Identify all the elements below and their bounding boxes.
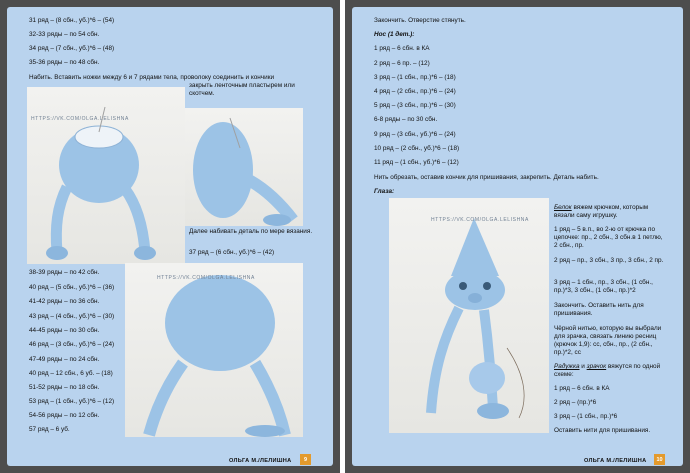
photo-body-legs <box>27 87 185 264</box>
watermark: HTTPS://VK.COM/OLGA.LELISHNA <box>157 275 255 281</box>
eyes-title: Глаза: <box>374 188 395 195</box>
iris-word: Радужка <box>554 363 580 370</box>
toy-large-illustration <box>125 263 303 437</box>
finish-text: Закончить. Отверстие стянуть. <box>374 17 466 24</box>
page-footer: ОЛЬГА М./ЛЕЛИШНА <box>229 458 292 464</box>
row-text: 35-36 ряды – по 48 сбн. <box>29 59 100 66</box>
row-text: 38-39 ряды – по 42 сбн. <box>29 269 100 276</box>
nose-finish: Нить обрезать, оставив кончик для пришивания, закрепить. Деталь набить. <box>374 174 599 181</box>
row-text: 46 ряд – (3 сбн., уб.)*6 – (24) <box>29 341 115 348</box>
nose-title: Нос (1 дет.): <box>374 31 415 38</box>
nose-row: 10 ряд – (2 сбн., уб.)*6 – (18) <box>374 145 460 152</box>
photo-finished-toy <box>389 198 549 433</box>
iris-description: вяжутся по одной схеме: <box>554 363 661 378</box>
row-text: 41-42 ряды – по 36 сбн. <box>29 298 100 305</box>
row-text: 57 ряд – 6 уб. <box>29 426 70 433</box>
iris-finish: Оставить нити для пришивания. <box>554 427 651 434</box>
page-number-badge: 10 <box>654 454 665 465</box>
row-text: 51-52 ряды – по 18 сбн. <box>29 384 100 391</box>
nose-row: 3 ряд – (1 сбн., пр.)*6 – (18) <box>374 74 456 81</box>
nose-row: 6-8 ряды – по 30 сбн. <box>374 116 438 123</box>
stuff-note: Далее набивать деталь по мере вязания. <box>189 228 313 235</box>
row-text: 43 ряд – (4 сбн., уб.)*6 – (30) <box>29 313 115 320</box>
row-text: 40 ряд – 12 сбн., 6 уб. – (18) <box>29 370 113 377</box>
wire-note: закрыть ленточным пластырем или скотчем. <box>189 82 295 97</box>
lashes-text: Чёрной нитью, которую вы выбрали для зрачка, связать линию ресниц (крючок 1,9): сс, сбн., пр., (2 сбн., пр.)*2, сс <box>554 325 662 356</box>
nose-row: 2 ряд – 6 пр. – (12) <box>374 60 430 67</box>
whites-word: Белок <box>554 204 572 211</box>
row-text: 54-56 ряды – по 12 сбн. <box>29 412 100 419</box>
eye-finish: Закончить. Оставить нить для пришивания. <box>554 302 644 317</box>
iris-text <box>554 363 666 379</box>
row-text: 44-45 ряды – по 30 сбн. <box>29 327 100 334</box>
watermark: HTTPS://VK.COM/OLGA.LELISHNA <box>31 116 129 122</box>
row-text: 31 ряд – (8 сбн., уб.)*6 – (54) <box>29 17 115 24</box>
eye-row-3: 3 ряд – 1 сбн., пр., 3 сбн., (1 сбн., пр.)*3, 3 сбн., (1 сбн., пр.)*2 <box>554 279 653 294</box>
page-number-badge: 9 <box>300 454 311 465</box>
photo-legs-detail <box>185 108 303 226</box>
row-text: 53 ряд – (1 сбн., уб.)*6 – (12) <box>29 398 115 405</box>
right-page-content <box>352 7 683 466</box>
nose-row: 9 ряд – (3 сбн., уб.)*6 – (24) <box>374 131 456 138</box>
page-footer: ОЛЬГА М./ЛЕЛИШНА <box>584 458 647 464</box>
row-text: 40 ряд – (5 сбн., уб.)*6 – (36) <box>29 284 115 291</box>
instruction-text: Набить. Вставить ножки между 6 и 7 рядами тела, проволоку соединить и кончики <box>29 74 275 81</box>
left-page-content <box>7 7 333 466</box>
toy-body-illustration <box>27 87 185 264</box>
iris-row: 1 ряд – 6 сбн. в КА <box>554 385 610 392</box>
whites-description: вяжем крючком, которым вязали саму игрушку. <box>554 204 649 219</box>
pupil-word: зрачок <box>586 363 607 370</box>
nose-row: 5 ряд – (3 сбн., пр.)*6 – (30) <box>374 102 456 109</box>
eye-row-1: 1 ряд – 5 в.п., во 2-ю от крючка по цепочке: пр., 2 сбн., 3 сбн.в 1 петлю, 2 сбн., пр. <box>554 226 663 249</box>
nose-row: 4 ряд – (2 сбн., пр.)*6 – (24) <box>374 88 456 95</box>
finished-toy-illustration <box>389 198 549 433</box>
whites-text <box>554 204 666 220</box>
left-page <box>0 0 340 473</box>
iris-row: 2 ряд – (пр.)*6 <box>554 399 597 406</box>
row-37: 37 ряд – (6 сбн., уб.)*6 – (42) <box>189 249 275 256</box>
nose-row: 1 ряд – 6 сбн. в КА <box>374 45 430 52</box>
eye-row-2: 2 ряд – пр., 3 сбн., 3 пр., 3 сбн., 2 пр. <box>554 257 664 264</box>
row-text: 34 ряд – (7 сбн., уб.)*6 – (48) <box>29 45 115 52</box>
row-text: 32-33 ряды – по 54 сбн. <box>29 31 100 38</box>
iris-and: и <box>579 363 587 370</box>
row-text: 47-49 ряды – по 24 сбн. <box>29 356 100 363</box>
nose-row: 11 ряд – (1 сбн., уб.)*6 – (12) <box>374 159 459 166</box>
watermark: HTTPS://VK.COM/OLGA.LELISHNA <box>431 217 529 223</box>
photo-body-large <box>125 263 303 437</box>
right-page <box>345 0 690 473</box>
toy-legs-illustration <box>185 108 303 226</box>
iris-row: 3 ряд – (1 сбн., пр.)*6 <box>554 413 618 420</box>
